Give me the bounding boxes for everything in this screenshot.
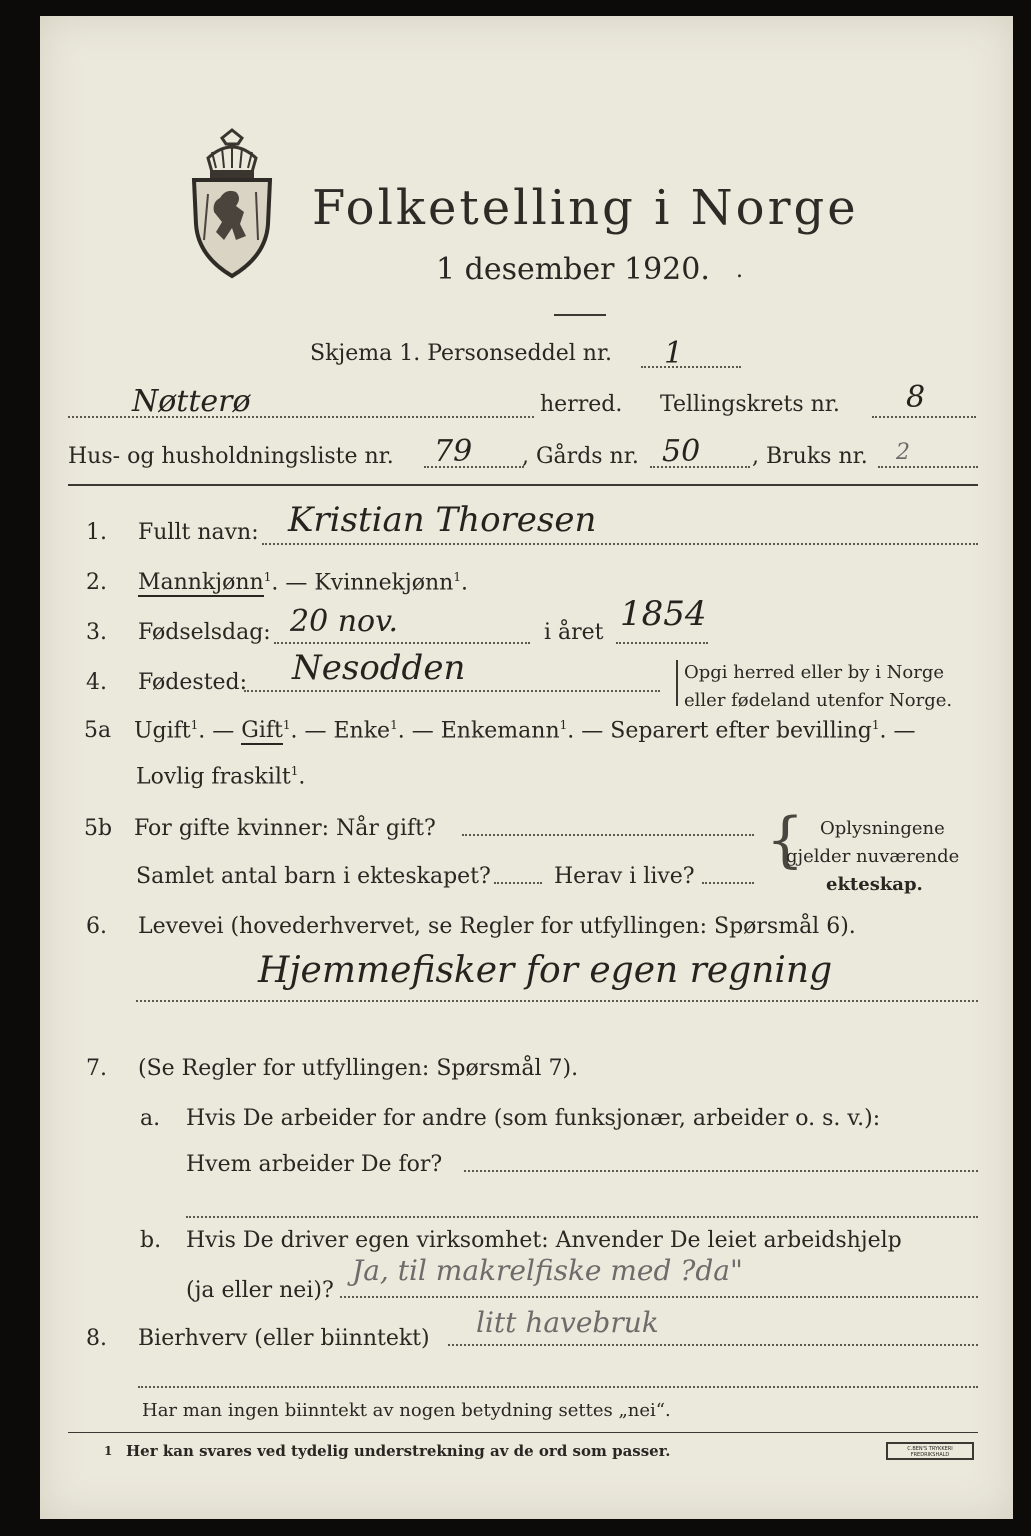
q1-line (262, 543, 978, 545)
q4-bracket (676, 660, 678, 706)
hired-help-value: Ja, til makrelfiske med ?da" (352, 1254, 743, 1287)
q4-label: Fødested: (138, 670, 248, 695)
end-dot: . (460, 570, 468, 596)
footnote-ref: 1 (263, 570, 272, 584)
q8-number: 8. (86, 1326, 107, 1351)
q7b-letter: b. (140, 1228, 162, 1253)
q7a-line2 (186, 1216, 978, 1218)
personseddel-line (641, 366, 741, 368)
q8-line2 (138, 1386, 978, 1388)
header-divider (68, 484, 978, 486)
coat-of-arms-icon (186, 128, 278, 280)
bruks-line (878, 466, 978, 468)
herred-label: herred. (540, 392, 623, 417)
page-title: Folketelling i Norge (312, 180, 859, 236)
header-dot: . (736, 258, 743, 283)
q4-note-line2: eller fødeland utenfor Norge. (684, 690, 953, 711)
tellingskrets-line (872, 416, 976, 418)
bruks-nr: 2 (896, 440, 910, 465)
herred-value: Nøtterø (132, 384, 251, 419)
liste-label: Hus- og husholdningsliste nr. (68, 444, 394, 469)
q2-sex-options (138, 570, 468, 595)
birthplace-value: Nesodden (292, 648, 466, 688)
gards-nr: 50 (662, 434, 701, 469)
enkemann-option: Enkemann (440, 718, 560, 744)
q5a-options: Ugift$^1$. — Gift$^1$. — Enke$^1$. — Enkemann$^1$. — Separert efter bevilling$^1$. — (134, 718, 916, 744)
q1-number: 1. (86, 520, 107, 545)
q8-label: Bierhverv (eller biinntekt) (138, 1326, 430, 1351)
biinntekt-note: Har man ingen biinntekt av nogen betydning settes „nei“. (142, 1400, 671, 1421)
tellingskrets-nr: 8 (906, 380, 926, 415)
q6-line (136, 1000, 978, 1002)
separert-option: Separert efter bevilling (610, 718, 872, 744)
q7a-letter: a. (140, 1106, 161, 1131)
q5b-line2b: Herav i live? (554, 864, 695, 889)
q5b-number: 5b (84, 816, 113, 841)
side-income-value: litt havebruk (476, 1306, 659, 1339)
q5b-note-line3: ekteskap. (826, 874, 923, 895)
occupation-value: Hjemmefisker for egen regning (258, 950, 833, 991)
footnote-ref: 1 (290, 764, 299, 778)
q5a-line2: Lovlig fraskilt$^1$. (136, 764, 306, 790)
q5b-line2a-dots (494, 882, 542, 884)
footnote-ref: 1 (453, 570, 461, 584)
q5b-line1-dots (462, 834, 754, 836)
q7a-line (464, 1170, 978, 1172)
q1-label: Fullt navn: (138, 520, 259, 545)
q2-number: 2. (86, 570, 107, 595)
q3-year-line (616, 642, 708, 644)
bruks-label: , Bruks nr. (752, 444, 868, 469)
q7a-text: Hvis De arbeider for andre (som funksjonær, arbeider o. s. v.): (186, 1106, 881, 1131)
footnote-text: Her kan svares ved tydelig understrekning av de ord som passer. (126, 1442, 671, 1460)
q6-number: 6. (86, 914, 107, 939)
q5b-line2b-dots (702, 882, 754, 884)
footnote-ref: 1 (190, 718, 199, 732)
q3-year-label: i året (544, 620, 604, 645)
q5a-number: 5a (84, 718, 112, 743)
q7b-text: Hvis De driver egen virksomhet: Anvender De leiet arbeidshjelp (186, 1228, 902, 1253)
q5b-bracket: { (766, 805, 805, 875)
footnote-ref: 1 (282, 718, 291, 732)
q5b-line1: For gifte kvinner: Når gift? (134, 816, 436, 841)
enke-option: Enke (333, 718, 391, 744)
footnote-number: 1 (104, 1444, 113, 1458)
census-date: 1 desember 1920. (436, 252, 710, 287)
title-divider (554, 314, 606, 316)
q3-line (274, 642, 530, 644)
printer-stamp-text: C.BEN'S TRYKKERI FREDRIKSHALD (907, 1446, 953, 1458)
q6-label: Levevei (hovederhvervet, se Regler for utfyllingen: Spørsmål 6). (138, 914, 856, 939)
tellingskrets-label: Tellingskrets nr. (660, 392, 840, 417)
separator: . — (271, 570, 315, 596)
gift-option: Gift (241, 718, 283, 744)
q3-number: 3. (86, 620, 107, 645)
footnote-ref: 1 (390, 718, 398, 732)
q3-label: Fødselsdag: (138, 620, 271, 645)
female-option: Kvinnekjønn (314, 570, 454, 596)
fraskilt-option: Lovlig fraskilt (136, 764, 291, 790)
footnote-ref: 1 (559, 718, 568, 732)
q4-note-line1: Opgi herred eller by i Norge (684, 662, 945, 683)
liste-nr: 79 (434, 434, 473, 469)
q8-line (448, 1344, 978, 1346)
full-name-value: Kristian Thoresen (288, 500, 597, 540)
q5b-note-line1: Oplysningene (820, 818, 945, 839)
q7b-question: (ja eller nei)? (186, 1278, 334, 1303)
schema-label: Skjema 1. Personseddel nr. (310, 341, 613, 366)
q4-number: 4. (86, 670, 107, 695)
q7a-question: Hvem arbeider De for? (186, 1152, 443, 1177)
gards-label: , Gårds nr. (522, 444, 639, 469)
personseddel-nr: 1 (664, 336, 684, 371)
footnote-ref: 1 (871, 718, 880, 732)
q7-number: 7. (86, 1056, 107, 1081)
q4-line (244, 690, 660, 692)
q5b-line2a: Samlet antal barn i ekteskapet? (136, 864, 491, 889)
footnote-divider (68, 1432, 978, 1433)
q5b-note-line2: gjelder nuværende (786, 846, 960, 867)
birth-year-value: 1854 (620, 594, 707, 634)
printer-stamp (886, 1442, 974, 1460)
q7b-line (340, 1296, 978, 1298)
q7-label: (Se Regler for utfyllingen: Spørsmål 7). (138, 1056, 579, 1081)
ugift-option: Ugift (134, 718, 191, 744)
birthdate-value: 20 nov. (290, 604, 399, 639)
male-option: Mannkjønn (138, 570, 264, 596)
